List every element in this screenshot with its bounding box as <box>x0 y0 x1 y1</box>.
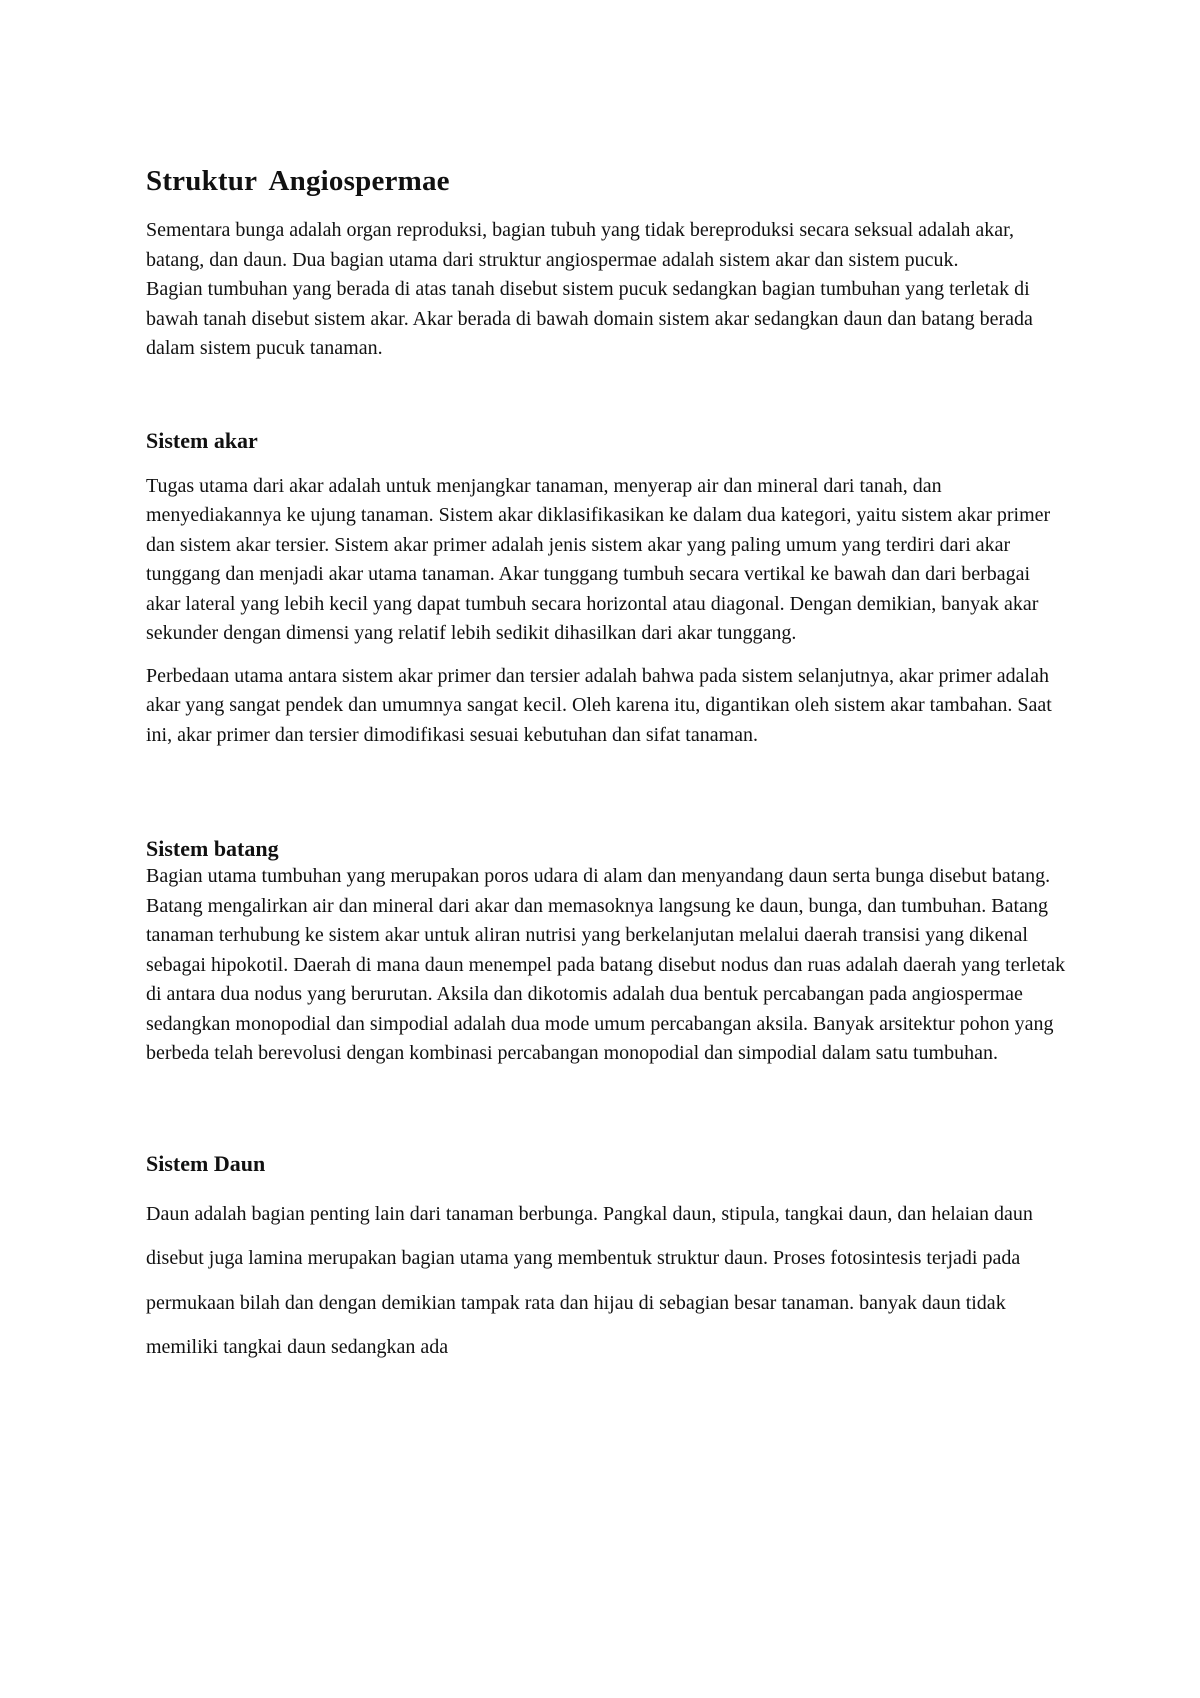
intro-paragraph-2: Bagian tumbuhan yang berada di atas tanah disebut sistem pucuk sedangkan bagian tumbuhan yang terletak di bawah tanah disebut sistem akar. Akar berada di bawah domain sistem akar sedangkan daun dan batang berada dalam sistem pucuk tanaman. <box>146 278 1033 359</box>
section-sistem-batang <box>146 836 1066 1069</box>
intro-paragraph-1: Sementara bunga adalah organ reproduksi, bagian tubuh yang tidak bereproduksi secara seksual adalah akar, batang, dan daun. Dua bagian utama dari struktur angiospermae adalah sistem akar dan sistem pucuk. <box>146 219 1014 271</box>
spacer <box>146 750 1066 836</box>
section-paragraph: Bagian utama tumbuhan yang merupakan poros udara di alam dan menyandang daun serta bunga disebut batang. Batang mengalirkan air dan mineral dari akar dan memasoknya langsung ke daun, bunga, dan tumbuhan. Batang tanaman terhubung ke sistem akar untuk aliran nutrisi yang berkelanjutan melalui daerah transisi yang dikenal sebagai hipokotil. Daerah di mana daun menempel pada batang disebut nodus dan ruas adalah daerah yang terletak di antara dua nodus yang berurutan. Aksila dan dikotomis adalah dua bentuk percabangan pada angiospermae sedangkan monopodial dan simpodial adalah dua mode umum percabangan aksila. Banyak arsitektur pohon yang berbeda telah berevolusi dengan kombinasi percabangan monopodial dan simpodial dalam satu tumbuhan. <box>146 865 1066 1064</box>
section-paragraph: Perbedaan utama antara sistem akar primer dan tersier adalah bahwa pada sistem selanjutnya, akar primer adalah akar yang sangat pendek dan umumnya sangat kecil. Oleh karena itu, digantikan oleh sistem akar tambahan. Saat ini, akar primer dan tersier dimodifikasi sesuai kebutuhan dan sifat tanaman. <box>146 664 1052 746</box>
spacer <box>146 364 1066 428</box>
section-heading: Sistem Daun <box>146 1150 266 1176</box>
spacer <box>146 1069 1066 1151</box>
section-heading: Sistem akar <box>146 427 258 453</box>
section-sistem-akar <box>146 428 1066 751</box>
section-paragraph: Daun adalah bagian penting lain dari tanaman berbunga. Pangkal daun, stipula, tangkai daun, dan helaian daun disebut juga lamina merupakan bagian utama yang membentuk struktur daun. Proses fotosintesis terjadi pada permukaan bilah dan dengan demikian tampak rata dan hijau di sebagian besar tanaman. banyak daun tidak memiliki tangkai daun sedangkan ada <box>146 1202 1033 1358</box>
section-sistem-daun <box>146 1151 1066 1370</box>
intro-section <box>146 216 1066 364</box>
document-page <box>146 165 1066 1370</box>
document-title: Struktur Angiospermae <box>146 165 450 197</box>
section-heading: Sistem batang <box>146 836 279 861</box>
section-paragraph: Tugas utama dari akar adalah untuk menjangkar tanaman, menyerap air dan mineral dari tanah, dan menyediakannya ke ujung tanaman. Sistem akar diklasifikasikan ke dalam dua kategori, yaitu sistem akar primer dan sistem akar tersier. Sistem akar primer adalah jenis sistem akar yang paling umum yang terdiri dari akar tunggang dan menjadi akar utama tanaman. Akar tunggang tumbuh secara vertikal ke bawah dan dari berbagai akar lateral yang lebih kecil yang dapat tumbuh secara horizontal atau diagonal. Dengan demikian, banyak akar sekunder dengan dimensi yang relatif lebih sedikit dihasilkan dari akar tunggang. <box>146 474 1051 644</box>
